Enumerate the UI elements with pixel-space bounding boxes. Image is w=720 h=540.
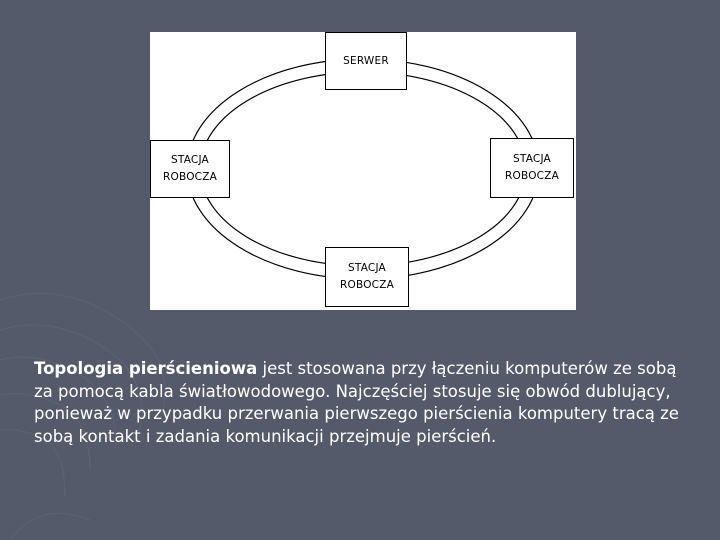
ring-topology-diagram: [150, 32, 576, 310]
workstation-node-left: STACJA ROBOCZA: [150, 140, 230, 198]
description-text: [34, 358, 694, 448]
workstation-node-bottom: STACJA ROBOCZA: [325, 247, 409, 307]
workstation-node-right: STACJA ROBOCZA: [490, 138, 574, 198]
caption-body: jest stosowana przy łączeniu komputerów ze sobą za pomocą kabla światłowodowego. Najczęściej stosuje się obwód dublujący, ponieważ w przypadku przerwania pierwszego pierścienia komputery tracą ze sobą kontakt i zadania komunikacji przejmuje pierścień.: [34, 359, 679, 446]
caption-bold-term: Topologia pierścieniowa: [34, 359, 258, 378]
server-node: SERWER: [325, 32, 407, 90]
